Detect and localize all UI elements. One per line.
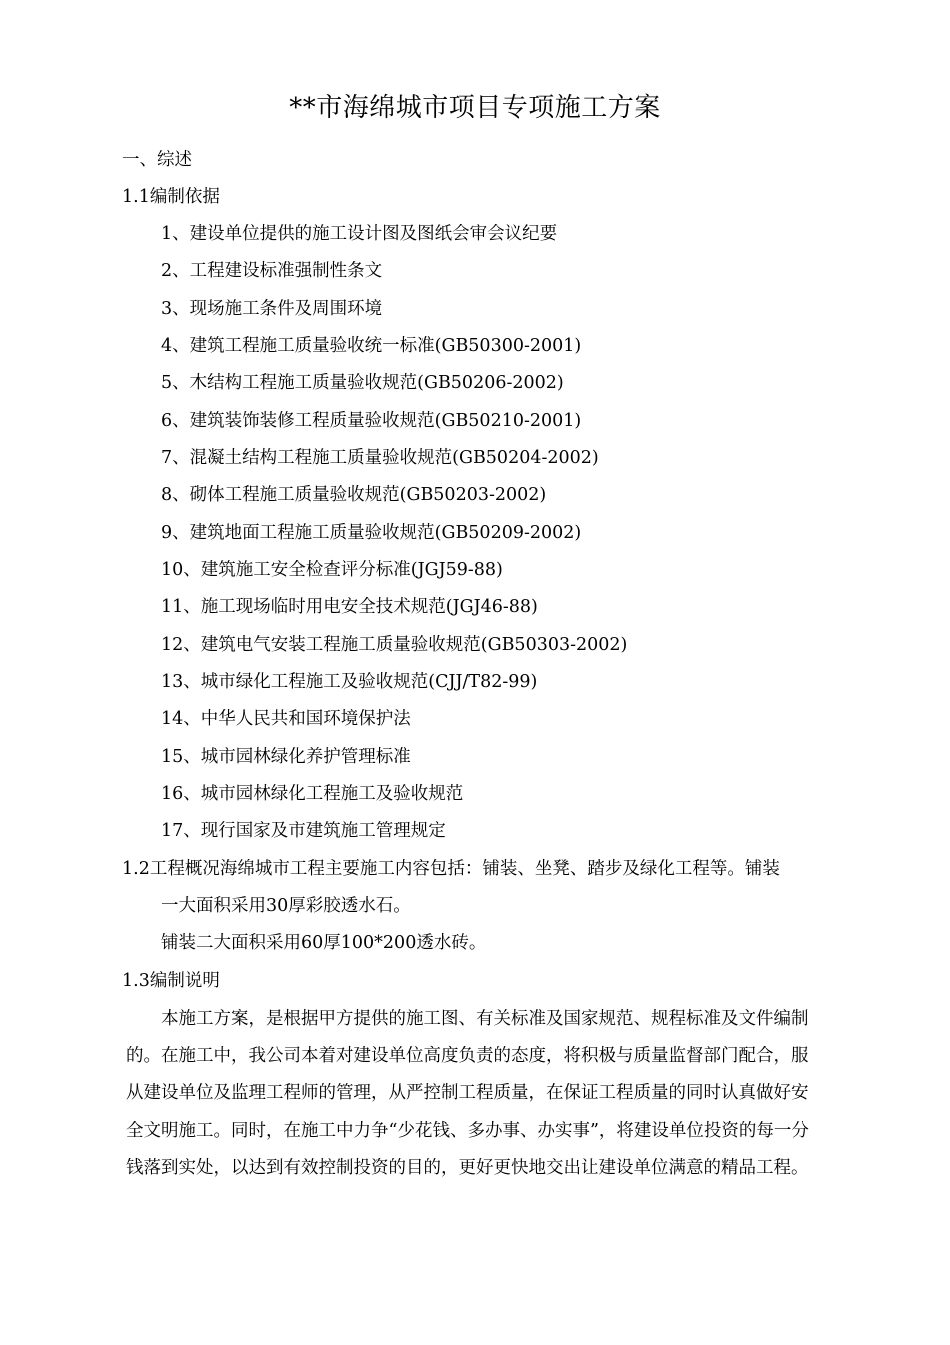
basis-list-item: 2、工程建设标准强制性条文 (161, 261, 383, 281)
project-overview-line: 铺装二大面积采用60厚100*200透水砖。 (161, 933, 487, 953)
basis-list-item: 1、建设单位提供的施工设计图及图纸会审会议纪要 (161, 224, 558, 244)
basis-list-item: 11、施工现场临时用电安全技术规范(JGJ46-88) (161, 597, 538, 617)
basis-list-item: 3、现场施工条件及周围环境 (161, 299, 383, 319)
page-title: **市海绵城市项目专项施工方案 (289, 93, 661, 123)
section-heading-basis: 1.1编制依据 (122, 187, 220, 207)
basis-list-item: 17、现行国家及市建筑施工管理规定 (161, 821, 446, 841)
notes-paragraph: 本施工方案，是根据甲方提供的施工图、有关标准及国家规范、规程标准及文件编制的。在施工中，我公司本着对建设单位高度负责的态度，将积极与质量监督部门配合，服从建设单位及监理工程师的管理，从严控制工程质量，在保证工程质量的同时认真做好安全文明施工。同时，在施工中力争“少花钱、多办事、办实事”，将建设单位投资的每一分钱落到实处，以达到有效控制投资的目的，更好更快地交出让建设单位满意的精品工程。 (126, 1009, 809, 1178)
basis-list-item: 14、中华人民共和国环境保护法 (161, 709, 411, 729)
basis-list-item: 5、木结构工程施工质量验收规范(GB50206-2002) (161, 373, 564, 393)
basis-list-item: 9、建筑地面工程施工质量验收规范(GB50209-2002) (161, 523, 582, 543)
section-heading-notes: 1.3编制说明 (122, 971, 220, 991)
basis-list-item: 16、城市园林绿化工程施工及验收规范 (161, 784, 464, 804)
basis-list-item: 10、建筑施工安全检查评分标准(JGJ59-88) (161, 560, 503, 580)
basis-list-item: 13、城市绿化工程施工及验收规范(CJJ/T82-99) (161, 672, 538, 692)
project-overview-line: 一大面积采用30厚彩胶透水石。 (161, 896, 411, 916)
basis-list-item: 6、建筑装饰装修工程质量验收规范(GB50210-2001) (161, 411, 582, 431)
basis-list-item: 4、建筑工程施工质量验收统一标准(GB50300-2001) (161, 336, 582, 356)
section-heading-overview: 一、综述 (122, 150, 192, 170)
project-overview-line: 1.2工程概况海绵城市工程主要施工内容包括：铺装、坐凳、踏步及绿化工程等。铺装 (122, 859, 780, 879)
basis-list-item: 7、混凝土结构工程施工质量验收规范(GB50204-2002) (161, 448, 599, 468)
basis-list-item: 8、砌体工程施工质量验收规范(GB50203-2002) (161, 485, 547, 505)
basis-list-item: 15、城市园林绿化养护管理标准 (161, 747, 411, 767)
basis-list-item: 12、建筑电气安装工程施工质量验收规范(GB50303-2002) (161, 635, 628, 655)
